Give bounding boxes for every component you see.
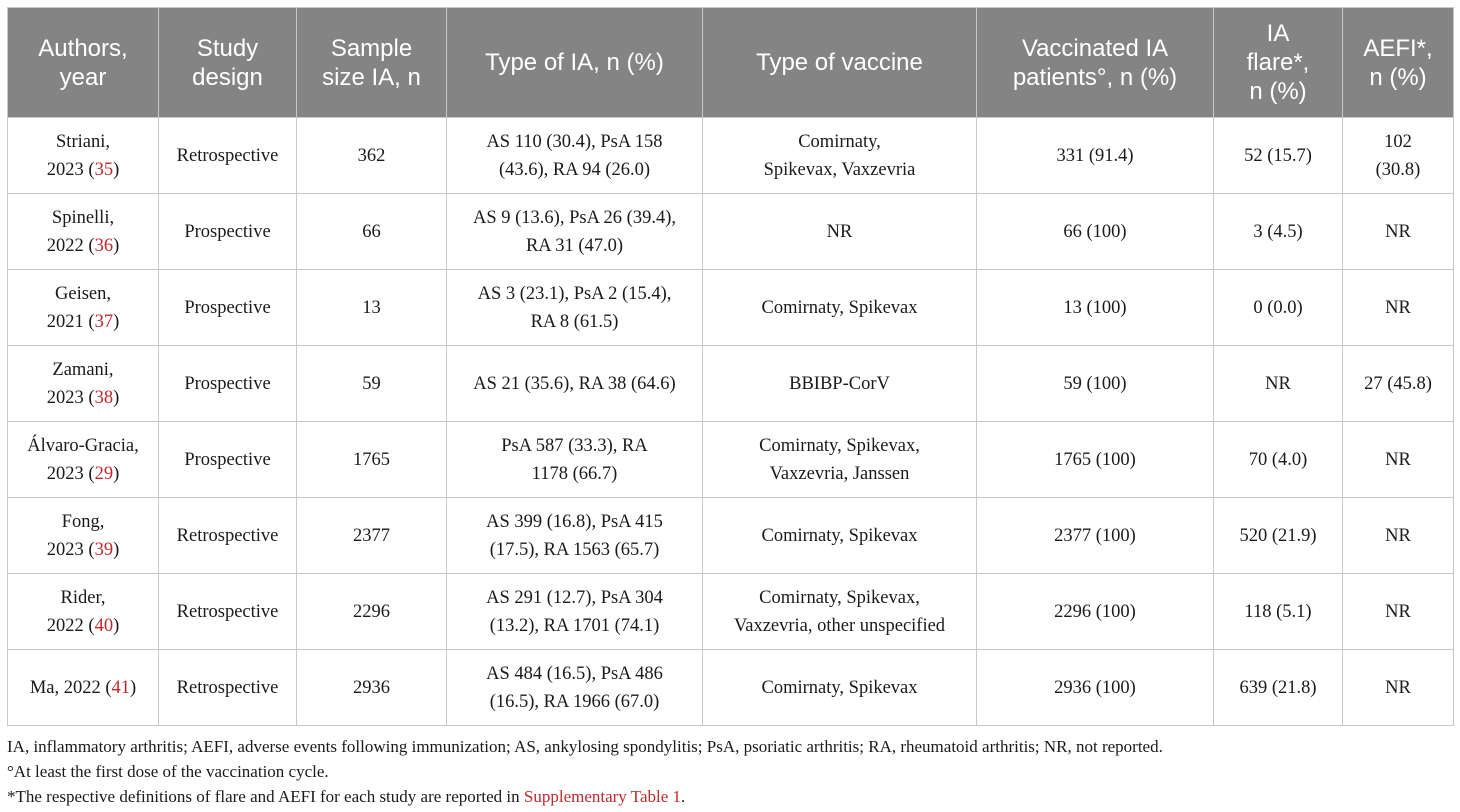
cell-aefi bbox=[1343, 498, 1454, 574]
table-row bbox=[8, 270, 1454, 346]
header-line: Study bbox=[196, 34, 259, 62]
table-row bbox=[8, 498, 1454, 574]
sample-text: 362 bbox=[357, 145, 386, 166]
author-name: Zamani, bbox=[52, 359, 114, 380]
table-row bbox=[8, 118, 1454, 194]
vaccine-line: Vaxzevria, other unspecified bbox=[733, 615, 946, 636]
cell-sample bbox=[297, 498, 447, 574]
aefi-line: NR bbox=[1385, 601, 1411, 622]
author-close: ) bbox=[113, 387, 120, 408]
cell-vaccinated bbox=[977, 422, 1214, 498]
vaccine-line: NR bbox=[826, 221, 853, 242]
vaccinated-text: 2377 (100) bbox=[1054, 525, 1136, 546]
vaccinated-text: 2296 (100) bbox=[1054, 601, 1136, 622]
header-line: Vaccinated IA bbox=[1021, 34, 1169, 62]
ia-type-line: PsA 587 (33.3), RA bbox=[501, 435, 648, 456]
reference-link[interactable]: 41 bbox=[111, 677, 131, 698]
header-sample-size bbox=[297, 8, 447, 118]
header-line: n (%) bbox=[1249, 78, 1307, 105]
cell-flare bbox=[1214, 498, 1343, 574]
cell-sample bbox=[297, 650, 447, 726]
cell-flare bbox=[1214, 194, 1343, 270]
author-close: ) bbox=[113, 539, 120, 560]
header-line: AEFI*, bbox=[1363, 34, 1433, 62]
cell-vaccine bbox=[703, 422, 977, 498]
vaccine-line: Comirnaty, Spikevax bbox=[761, 297, 918, 318]
flare-text: 0 (0.0) bbox=[1253, 297, 1303, 318]
results-table bbox=[7, 7, 1454, 726]
cell-vaccinated bbox=[977, 346, 1214, 422]
cell-sample bbox=[297, 118, 447, 194]
cell-design bbox=[159, 574, 297, 650]
cell-aefi bbox=[1343, 422, 1454, 498]
author-year: 2023 ( bbox=[46, 463, 95, 484]
cell-vaccine bbox=[703, 650, 977, 726]
author-close: ) bbox=[113, 463, 120, 484]
author-name: Striani, bbox=[56, 131, 110, 152]
abbreviations-footnote: IA, inflammatory arthritis; AEFI, adverse events following immunization; AS, ankylosing spondylitis; PsA, psoriatic arthritis; RA, rheumatoid arthritis; NR, not reported. bbox=[7, 737, 1163, 756]
cell-author bbox=[8, 270, 159, 346]
cell-flare bbox=[1214, 574, 1343, 650]
author-name: Spinelli, bbox=[51, 207, 115, 228]
reference-link[interactable]: 29 bbox=[94, 463, 114, 484]
header-row bbox=[8, 8, 1454, 118]
cell-sample bbox=[297, 574, 447, 650]
sample-text: 13 bbox=[362, 297, 381, 318]
sample-text: 2936 bbox=[353, 677, 390, 698]
cell-aefi bbox=[1343, 270, 1454, 346]
aefi-line: NR bbox=[1385, 525, 1411, 546]
ia-type-line: (43.6), RA 94 (26.0) bbox=[498, 159, 651, 180]
flare-text: 639 (21.8) bbox=[1239, 677, 1317, 698]
ia-type-line: (17.5), RA 1563 (65.7) bbox=[489, 539, 660, 560]
table-body bbox=[8, 118, 1454, 726]
cell-vaccinated bbox=[977, 650, 1214, 726]
cell-author bbox=[8, 498, 159, 574]
author-name: Fong, bbox=[61, 511, 105, 532]
cell-flare bbox=[1214, 422, 1343, 498]
ia-type-line: AS 3 (23.1), PsA 2 (15.4), bbox=[477, 283, 672, 304]
author-year: 2022 ( bbox=[46, 615, 95, 636]
header-study-design bbox=[159, 8, 297, 118]
header-line: design bbox=[192, 63, 263, 91]
design-text: Retrospective bbox=[176, 145, 279, 166]
author-year: 2022 ( bbox=[46, 235, 95, 256]
author-year: Ma, 2022 ( bbox=[29, 677, 112, 698]
table-footnotes bbox=[7, 734, 1453, 809]
author-close: ) bbox=[113, 235, 120, 256]
cell-author bbox=[8, 422, 159, 498]
design-text: Retrospective bbox=[176, 601, 279, 622]
cell-vaccine bbox=[703, 194, 977, 270]
ia-type-line: AS 399 (16.8), PsA 415 bbox=[486, 511, 663, 532]
cell-aefi bbox=[1343, 194, 1454, 270]
reference-link[interactable]: 38 bbox=[94, 387, 114, 408]
ia-type-line: AS 110 (30.4), PsA 158 bbox=[486, 131, 663, 152]
header-line: size IA, n bbox=[322, 63, 421, 91]
vaccine-line: Comirnaty, Spikevax, bbox=[759, 587, 920, 608]
cell-aefi bbox=[1343, 118, 1454, 194]
cell-ia-type bbox=[447, 118, 703, 194]
cell-vaccine bbox=[703, 346, 977, 422]
cell-ia-type bbox=[447, 650, 703, 726]
ia-type-line: AS 21 (35.6), RA 38 (64.6) bbox=[473, 373, 676, 394]
design-text: Retrospective bbox=[176, 677, 279, 698]
vaccine-line: Spikevax, Vaxzevria bbox=[763, 159, 916, 180]
aefi-line: (30.8) bbox=[1375, 159, 1421, 180]
author-close: ) bbox=[130, 677, 137, 698]
cell-flare bbox=[1214, 118, 1343, 194]
cell-sample bbox=[297, 422, 447, 498]
table-row bbox=[8, 422, 1454, 498]
author-year: 2023 ( bbox=[46, 539, 95, 560]
reference-link[interactable]: 40 bbox=[94, 615, 114, 636]
cell-author bbox=[8, 346, 159, 422]
table-row bbox=[8, 574, 1454, 650]
reference-link[interactable]: 36 bbox=[94, 235, 114, 256]
vaccinated-text: 2936 (100) bbox=[1054, 677, 1136, 698]
cell-design bbox=[159, 346, 297, 422]
header-authors-year bbox=[8, 8, 159, 118]
sample-text: 59 bbox=[362, 373, 381, 394]
cell-ia-type bbox=[447, 270, 703, 346]
vaccine-line: Comirnaty, Spikevax, bbox=[759, 435, 920, 456]
sample-text: 2377 bbox=[353, 525, 390, 546]
aefi-line: 102 bbox=[1384, 131, 1412, 152]
table-row bbox=[8, 194, 1454, 270]
author-close: ) bbox=[113, 311, 120, 332]
header-ia-flare bbox=[1214, 8, 1343, 118]
cell-flare bbox=[1214, 346, 1343, 422]
aefi-line: 27 (45.8) bbox=[1364, 373, 1432, 394]
vaccinated-text: 1765 (100) bbox=[1054, 449, 1136, 470]
cell-vaccinated bbox=[977, 270, 1214, 346]
cell-author bbox=[8, 650, 159, 726]
sample-text: 1765 bbox=[353, 449, 390, 470]
aefi-line: NR bbox=[1385, 449, 1411, 470]
ia-type-line: AS 9 (13.6), PsA 26 (39.4), bbox=[473, 207, 676, 228]
flare-text: 3 (4.5) bbox=[1253, 221, 1303, 242]
header-aefi bbox=[1343, 8, 1454, 118]
reference-link[interactable]: 37 bbox=[94, 311, 114, 332]
author-year: 2023 ( bbox=[46, 159, 95, 180]
design-text: Prospective bbox=[184, 449, 271, 470]
author-close: ) bbox=[113, 615, 120, 636]
cell-ia-type bbox=[447, 346, 703, 422]
cell-design bbox=[159, 498, 297, 574]
cell-design bbox=[159, 270, 297, 346]
cell-flare bbox=[1214, 650, 1343, 726]
cell-vaccinated bbox=[977, 498, 1214, 574]
design-text: Prospective bbox=[184, 221, 271, 242]
sample-text: 66 bbox=[362, 221, 381, 242]
header-line: Type of IA, n (%) bbox=[485, 49, 664, 76]
cell-sample bbox=[297, 194, 447, 270]
ia-type-line: RA 8 (61.5) bbox=[530, 311, 619, 332]
cell-vaccine bbox=[703, 498, 977, 574]
flare-text: 52 (15.7) bbox=[1244, 145, 1312, 166]
flare-text: 70 (4.0) bbox=[1248, 449, 1308, 470]
sample-text: 2296 bbox=[353, 601, 390, 622]
vaccinated-text: 59 (100) bbox=[1063, 373, 1127, 394]
cell-aefi bbox=[1343, 574, 1454, 650]
author-name: Rider, bbox=[60, 587, 106, 608]
cell-sample bbox=[297, 346, 447, 422]
reference-link[interactable]: 35 bbox=[94, 159, 114, 180]
flare-text: 118 (5.1) bbox=[1244, 601, 1312, 622]
header-line: Authors, bbox=[38, 34, 128, 62]
cell-ia-type bbox=[447, 194, 703, 270]
cell-vaccinated bbox=[977, 194, 1214, 270]
cell-flare bbox=[1214, 270, 1343, 346]
header-line: year bbox=[59, 63, 107, 91]
cell-vaccinated bbox=[977, 574, 1214, 650]
aefi-line: NR bbox=[1385, 677, 1411, 698]
header-line: flare*, bbox=[1246, 49, 1310, 76]
author-close: ) bbox=[113, 159, 120, 180]
cell-aefi bbox=[1343, 346, 1454, 422]
cell-author bbox=[8, 574, 159, 650]
author-name: Geisen, bbox=[55, 283, 111, 304]
ia-type-line: AS 291 (12.7), PsA 304 bbox=[486, 587, 663, 608]
cell-vaccine bbox=[703, 118, 977, 194]
design-text: Prospective bbox=[184, 373, 271, 394]
table-row bbox=[8, 346, 1454, 422]
cell-aefi bbox=[1343, 650, 1454, 726]
design-text: Retrospective bbox=[176, 525, 279, 546]
vaccine-line: Comirnaty, bbox=[798, 131, 881, 152]
vaccine-line: Comirnaty, Spikevax bbox=[761, 677, 918, 698]
flare-text: 520 (21.9) bbox=[1239, 525, 1317, 546]
cell-vaccine bbox=[703, 270, 977, 346]
cell-ia-type bbox=[447, 498, 703, 574]
reference-link[interactable]: 39 bbox=[94, 539, 114, 560]
cell-ia-type bbox=[447, 574, 703, 650]
header-line: Sample bbox=[330, 34, 413, 62]
ia-type-line: (13.2), RA 1701 (74.1) bbox=[489, 615, 660, 636]
header-line: Type of vaccine bbox=[756, 49, 923, 76]
header-vaccinated-patients bbox=[977, 8, 1214, 118]
author-year: 2023 ( bbox=[46, 387, 95, 408]
vaccination-footnote: °At least the first dose of the vaccination cycle. bbox=[7, 762, 329, 781]
author-name: Álvaro-Gracia, bbox=[27, 435, 139, 456]
cell-ia-type bbox=[447, 422, 703, 498]
ia-type-line: RA 31 (47.0) bbox=[525, 235, 624, 256]
cell-vaccine bbox=[703, 574, 977, 650]
supplementary-table-link[interactable]: Supplementary Table 1 bbox=[523, 787, 682, 806]
cell-sample bbox=[297, 270, 447, 346]
cell-design bbox=[159, 650, 297, 726]
vaccine-line: BBIBP-CorV bbox=[789, 373, 890, 394]
ia-type-line: 1178 (66.7) bbox=[531, 463, 618, 484]
ia-type-line: (16.5), RA 1966 (67.0) bbox=[489, 691, 660, 712]
vaccinated-text: 331 (91.4) bbox=[1056, 145, 1134, 166]
vaccinated-text: 13 (100) bbox=[1063, 297, 1127, 318]
author-year: 2021 ( bbox=[46, 311, 95, 332]
cell-vaccinated bbox=[977, 118, 1214, 194]
flare-text: NR bbox=[1265, 373, 1291, 394]
definitions-footnote: *The respective definitions of flare and AEFI for each study are reported in Supplementary Table 1. bbox=[7, 787, 686, 806]
aefi-line: NR bbox=[1385, 221, 1411, 242]
header-line: patients°, n (%) bbox=[1012, 63, 1178, 91]
cell-design bbox=[159, 118, 297, 194]
cell-author bbox=[8, 118, 159, 194]
header-vaccine-type bbox=[703, 8, 977, 118]
ia-type-line: AS 484 (16.5), PsA 486 bbox=[486, 663, 663, 684]
vaccine-line: Comirnaty, Spikevax bbox=[761, 525, 918, 546]
vaccinated-text: 66 (100) bbox=[1063, 221, 1127, 242]
cell-design bbox=[159, 194, 297, 270]
aefi-line: NR bbox=[1385, 297, 1411, 318]
design-text: Prospective bbox=[184, 297, 271, 318]
header-ia-type bbox=[447, 8, 703, 118]
vaccine-line: Vaxzevria, Janssen bbox=[769, 463, 910, 484]
table-row bbox=[8, 650, 1454, 726]
header-line: n (%) bbox=[1369, 63, 1427, 91]
header-line: IA bbox=[1266, 20, 1290, 47]
cell-author bbox=[8, 194, 159, 270]
cell-design bbox=[159, 422, 297, 498]
